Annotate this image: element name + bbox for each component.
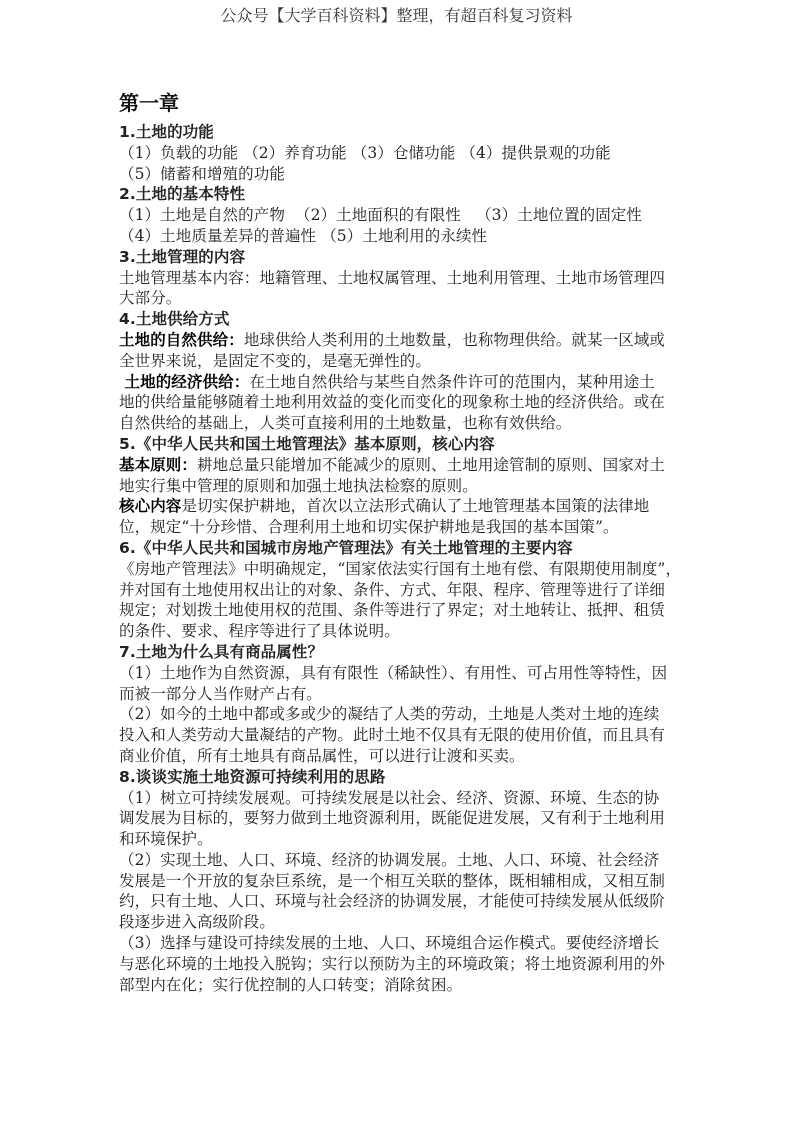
line-text: 部型内在化；实行优控制的人口转变；消除贫困。 [119, 975, 463, 994]
line-text: 发展是一个开放的复杂巨系统，是一个相互关联的整体，既相辅相成，又相互制 [119, 871, 666, 890]
line-text: 与恶化环境的土地投入脱钩；实行以预防为主的环境政策；将土地资源利用的外 [119, 954, 666, 973]
section-heading [119, 247, 689, 268]
line-text: 大部分。 [119, 289, 182, 308]
line-text: 6.《中华人民共和国城市房地产管理法》有关土地管理的主要内容 [119, 538, 573, 557]
line-text: 是切实保护耕地，首次以立法形式确认了土地管理基本国策的法律地 [181, 497, 650, 516]
text-line [119, 954, 689, 975]
chapter-title: 第一章 [119, 91, 179, 115]
text-line [119, 496, 689, 517]
line-text: 8.谈谈实施土地资源可持续利用的思路 [119, 767, 386, 786]
section-heading [119, 767, 689, 788]
line-text: 在土地自然供给与某些自然条件许可的范围内，某种用途土 [249, 372, 655, 391]
text-line [119, 663, 689, 684]
line-text: （2）如今的土地中都或多或少的凝结了人类的劳动，土地是人类对土地的连续 [119, 705, 660, 724]
line-text: 和环境保护。 [119, 830, 213, 849]
section-heading [119, 538, 689, 559]
text-line [119, 392, 689, 413]
line-text: 全世界来说，是固定不变的，是毫无弹性的。 [119, 351, 432, 370]
text-line [119, 288, 689, 309]
text-line [119, 413, 689, 434]
text-line [119, 871, 689, 892]
bold-term: 土地的自然供给： [119, 330, 244, 349]
text-line [119, 746, 689, 767]
text-line [119, 933, 689, 954]
text-line [119, 788, 689, 809]
line-text: （1）负载的功能 （2）养育功能 （3）仓储功能 （4）提供景观的功能 [119, 143, 611, 162]
line-text: 自然供给的基础上，人类可直接利用的土地数量，也称有效供给。 [119, 414, 572, 433]
line-text: 2.土地的基本特性 [119, 185, 246, 204]
line-text: 3.土地管理的内容 [119, 247, 246, 266]
line-text: 土地管理基本内容：地籍管理、土地权属管理、土地利用管理、土地市场管理四 [119, 268, 666, 287]
line-text: 投入和人类劳动大量凝结的产物。此时土地不仅具有无限的使用价值，而且具有 [119, 726, 666, 745]
text-line [119, 704, 689, 725]
text-line [119, 621, 689, 642]
section-heading [119, 434, 689, 455]
line-text: （3）选择与建设可持续发展的土地、人口、环境组合运作模式。要使经济增长 [119, 934, 660, 953]
line-text: 的条件、要求、程序等进行了具体说明。 [119, 622, 400, 641]
text-line [119, 476, 689, 497]
section-heading [119, 122, 689, 143]
line-text: 商业价值，所有土地具有商品属性，可以进行让渡和买卖。 [119, 746, 525, 765]
section-heading [119, 184, 689, 205]
text-line [119, 725, 689, 746]
text-line [119, 912, 689, 933]
line-text: 而被一部分人当作财产占有。 [119, 684, 322, 703]
line-text: 7.土地为什么具有商品属性？ [119, 642, 324, 661]
page-header: 公众号【大学百科资料】整理，有超百科复习资料 [220, 6, 573, 25]
line-text: 5.《中华人民共和国土地管理法》基本原则，核心内容 [119, 434, 495, 453]
text-line [119, 891, 689, 912]
text-line [119, 829, 689, 850]
line-text: 1.土地的功能 [119, 123, 214, 141]
text-line [119, 559, 689, 580]
text-line [119, 226, 689, 247]
text-line [119, 808, 689, 829]
text-line [119, 268, 689, 289]
line-text: 并对国有土地使用权出让的对象、条件、方式、年限、程序、管理等进行了详细 [119, 580, 666, 599]
line-text: （1）土地作为自然资源，具有有限性（稀缺性）、有用性、可占用性等特性，因 [119, 663, 668, 682]
section-heading [119, 642, 689, 663]
line-text: 约，只有土地、人口、环境与社会经济的协调发展，才能使可持续发展从低级阶 [119, 892, 666, 911]
text-line [119, 164, 689, 185]
line-text: 4.土地供给方式 [119, 310, 230, 329]
line-text: 规定；对划拨土地使用权的范围、条件等进行了界定；对土地转让、抵押、租赁 [119, 601, 666, 620]
bold-term: 基本原则： [119, 455, 198, 474]
line-text: （2）实现土地、人口、环境、经济的协调发展。土地、人口、环境、社会经济 [119, 850, 660, 869]
line-text: （1）树立可持续发展观。可持续发展是以社会、经济、资源、环境、生态的协 [119, 788, 660, 807]
text-line [119, 351, 689, 372]
line-text: 地的供给量能够随着土地利用效益的变化而变化的现象称土地的经济供给。或在 [119, 393, 666, 412]
text-line [119, 600, 689, 621]
text-line [119, 205, 689, 226]
document-body [119, 90, 689, 995]
line-text: （4）土地质量差异的普遍性 （5）土地利用的永续性 [119, 226, 488, 245]
text-line [119, 455, 689, 476]
line-text: 地球供给人类利用的土地数量，也称物理供给。就某一区域或 [243, 330, 666, 349]
text-line [119, 850, 689, 871]
line-text: 地实行集中管理的原则和加强土地执法检察的原则。 [119, 476, 478, 495]
line-text: 调发展为目标的，要努力做到土地资源利用，既能促进发展，又有利于土地利用 [119, 809, 666, 828]
bold-term: 核心内容 [119, 497, 182, 516]
line-text: （1）土地是自然的产物 （2）土地面积的有限性 （3）土地位置的固定性 [119, 206, 643, 225]
text-line [119, 517, 689, 538]
text-line [119, 143, 689, 164]
text-line [119, 580, 689, 601]
text-lines [119, 122, 689, 995]
bold-term: 土地的经济供给： [119, 372, 250, 391]
text-line [119, 330, 689, 351]
line-text: 位，规定“十分珍惜、合理利用土地和切实保护耕地是我国的基本国策”。 [119, 518, 619, 537]
text-line [119, 684, 689, 705]
text-line [119, 975, 689, 996]
line-text: 《房地产管理法》中明确规定，“国家依法实行国有土地有偿、有限期使用制度”， [119, 559, 682, 578]
section-heading [119, 309, 689, 330]
line-text: 耕地总量只能增加不能减少的原则、土地用途管制的原则、国家对土 [197, 455, 666, 474]
line-text: 段逐步进入高级阶段。 [119, 913, 276, 932]
text-line [119, 372, 689, 393]
line-text: （5）储蓄和增殖的功能 [119, 164, 285, 183]
